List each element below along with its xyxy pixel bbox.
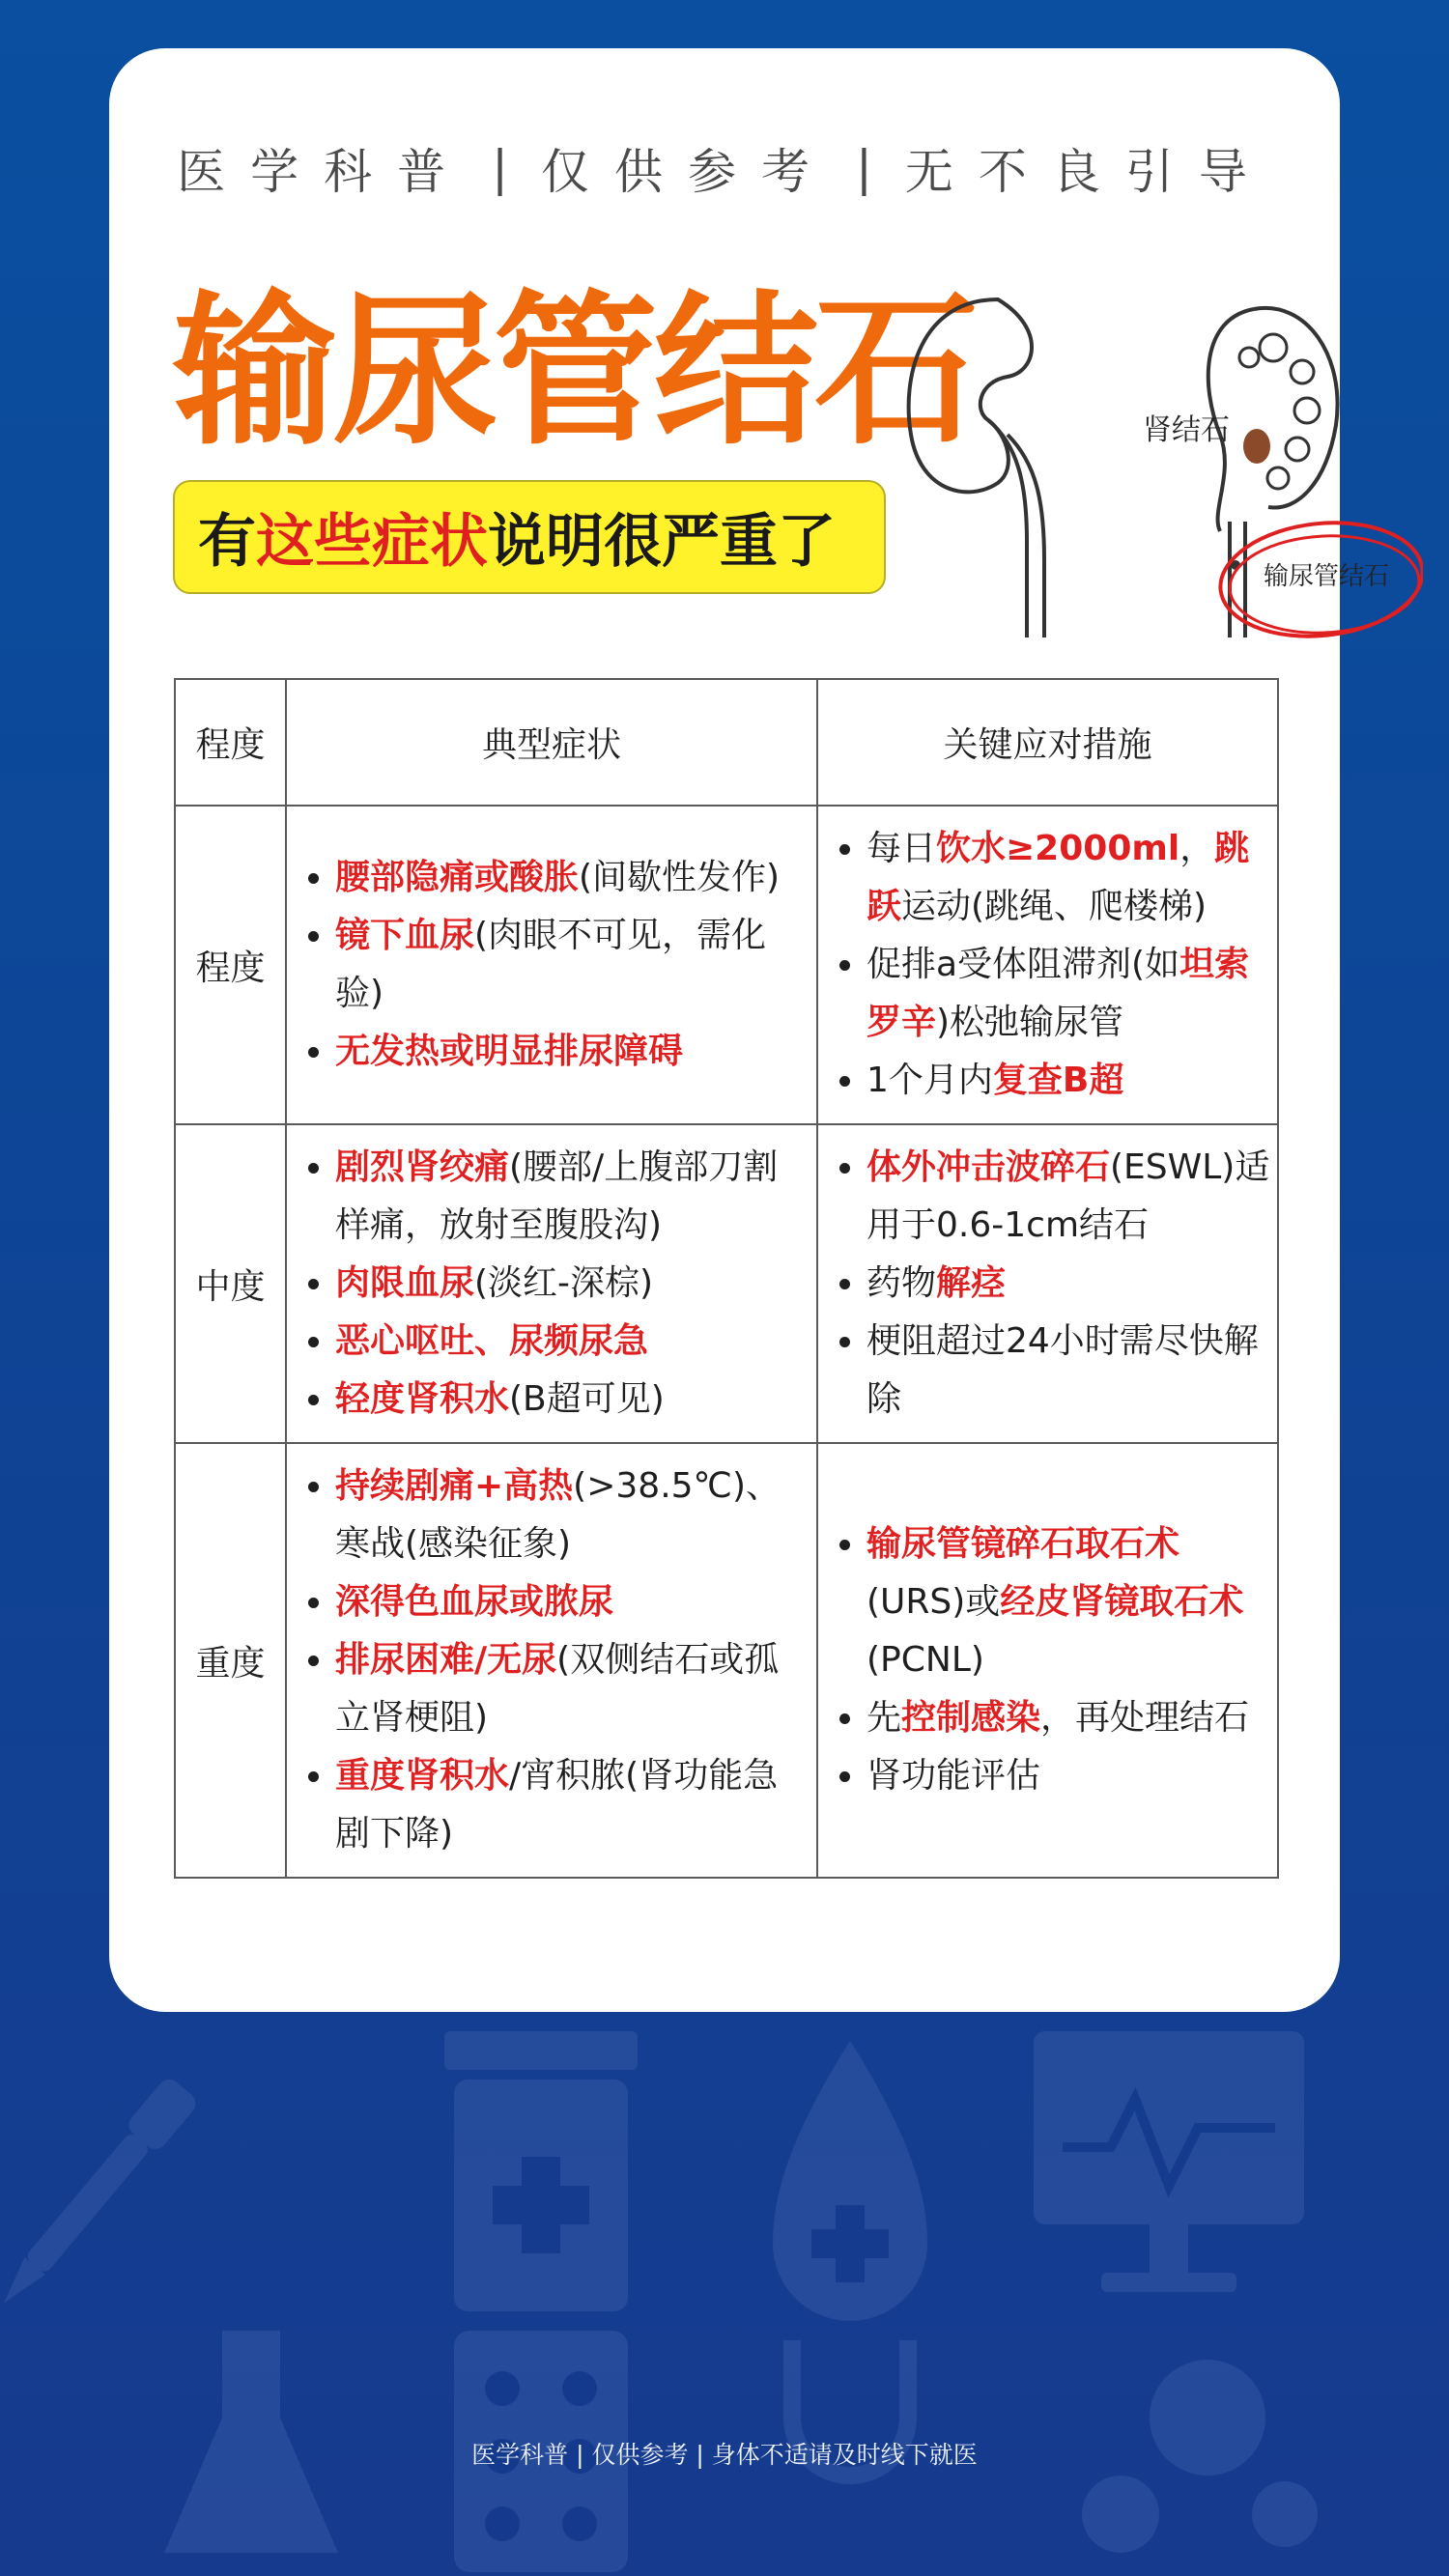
tagline-item: 无不良引导 <box>904 144 1272 200</box>
subtitle-part: 说明很严重了 <box>488 508 836 576</box>
highlight-text: 输尿管镜碎石取石术 <box>867 1524 1180 1564</box>
highlight-text: 排尿困难/无尿 <box>335 1640 557 1680</box>
body-text: (淡红-深棕) <box>474 1263 654 1303</box>
highlight-text: 持续剧痛+高热 <box>335 1466 574 1506</box>
symptoms-cell <box>286 1443 817 1878</box>
list-item <box>867 1052 1271 1110</box>
body-text: (>38.5℃)、寒战(感染征象) <box>335 1466 781 1564</box>
monitor-icon <box>1034 2031 1304 2292</box>
col-header-measures: 关键应对措施 <box>817 679 1278 806</box>
page-title: 输尿管结石 <box>173 276 976 467</box>
body-text: 运动(跳绳、爬楼梯) <box>901 887 1208 926</box>
subtitle-banner <box>173 480 886 594</box>
list-item <box>867 1515 1271 1689</box>
list-item <box>335 1371 810 1429</box>
body-text: (PCNL) <box>867 1640 984 1680</box>
tagline-separator: | <box>856 140 872 196</box>
table-row <box>175 1443 1278 1878</box>
body-text: 促排a受体阻滞剂(如 <box>867 945 1180 984</box>
body-text: (肉眼不可见，需化验) <box>335 916 767 1013</box>
measures-cell <box>817 1124 1278 1443</box>
highlight-text: 剧烈肾绞痛 <box>335 1147 510 1187</box>
highlight-text: 坦索罗辛 <box>867 945 1250 1042</box>
kidney-illustration <box>882 290 1423 657</box>
body-text: 梗阻超过24小时需尽快解除 <box>867 1321 1259 1419</box>
severity-level: 中度 <box>175 1124 286 1443</box>
table-row <box>175 1124 1278 1443</box>
list-item <box>867 1689 1271 1747</box>
symptoms-cell <box>286 806 817 1124</box>
highlight-text: 体外冲击波碎石 <box>867 1147 1111 1187</box>
body-text: (腰部/上腹部刀割样痛，放射至腹股沟) <box>335 1147 779 1245</box>
col-header-level: 程度 <box>175 679 286 806</box>
tagline-item: 仅供参考 <box>541 144 835 200</box>
tagline-separator: | <box>492 140 508 196</box>
background-medical-icons <box>0 2012 1449 2576</box>
list-item <box>335 1139 810 1255</box>
highlight-text: 重度肾积水 <box>335 1756 510 1796</box>
symptoms-cell <box>286 1124 817 1443</box>
list-item <box>335 1631 810 1747</box>
body-text: (双侧结石或孤立肾梗阻) <box>335 1640 780 1738</box>
label-ureter-stone: 输尿管结石 <box>1264 562 1390 591</box>
severity-level: 重度 <box>175 1443 286 1878</box>
highlight-text: 解痉 <box>936 1263 1007 1303</box>
body-text: 肾功能评估 <box>867 1756 1041 1796</box>
body-text: 1个月内 <box>867 1061 993 1100</box>
body-text: /宵积脓(肾功能急剧下降) <box>335 1756 779 1854</box>
body-text: (ESWL)适用于0.6-1cm结石 <box>867 1147 1270 1245</box>
measures-cell <box>817 806 1278 1124</box>
subtitle-part: 有 <box>198 508 256 576</box>
body-text: (间歇性发作) <box>579 858 781 897</box>
list-item <box>335 1313 810 1371</box>
body-text: )松弛输尿管 <box>936 1003 1124 1042</box>
list-item <box>867 1313 1271 1429</box>
subtitle-highlight: 这些症状 <box>256 508 488 576</box>
list-item <box>867 1255 1271 1313</box>
body-text: 先 <box>867 1698 902 1738</box>
list-item <box>867 936 1271 1052</box>
list-item <box>867 820 1271 936</box>
severity-level: 程度 <box>175 806 286 1124</box>
body-text: (URS)或 <box>867 1582 1001 1622</box>
body-text: ， <box>1179 829 1215 868</box>
highlight-text: 复查B超 <box>992 1061 1124 1100</box>
highlight-text: 轻度肾积水 <box>335 1379 510 1419</box>
list-item <box>335 1255 810 1313</box>
body-text: 每日 <box>867 829 937 868</box>
col-header-symptoms: 典型症状 <box>286 679 817 806</box>
list-item <box>335 1573 810 1631</box>
highlight-text: 控制感染 <box>901 1698 1041 1738</box>
highlight-text: 无发热或明显排尿障碍 <box>335 1032 684 1071</box>
list-item <box>867 1139 1271 1255</box>
highlight-text: 经皮肾镜取石术 <box>1000 1582 1244 1622</box>
body-text: ，再处理结石 <box>1040 1698 1250 1738</box>
highlight-text: 腰部隐痛或酸胀 <box>335 858 580 897</box>
list-item <box>867 1747 1271 1805</box>
body-text: 药物 <box>867 1263 937 1303</box>
list-item <box>335 907 810 1023</box>
list-item <box>335 1458 810 1573</box>
main-card <box>109 48 1390 2012</box>
highlight-text: 跳跃 <box>867 829 1250 926</box>
body-text: (B超可见) <box>509 1379 665 1419</box>
highlight-text: 镜下血尿 <box>335 916 475 955</box>
highlight-text: 深得色血尿或脓尿 <box>335 1582 614 1622</box>
highlight-text: 肉限血尿 <box>335 1263 475 1303</box>
table-row <box>175 806 1278 1124</box>
measures-cell <box>817 1443 1278 1878</box>
highlight-text: 恶心呕吐、尿频尿急 <box>335 1321 649 1361</box>
list-item <box>335 1023 810 1081</box>
tagline-item: 医学科普 <box>177 144 471 200</box>
symptoms-table <box>174 678 1279 1879</box>
footer-note: 医学科普 | 仅供参考 | 身体不适请及时线下就医 <box>471 2441 978 2469</box>
dropper-icon <box>0 2075 200 2316</box>
list-item <box>335 1747 810 1863</box>
list-item <box>335 849 810 907</box>
label-kidney-stone: 肾结石 <box>1143 413 1230 447</box>
highlight-text: 饮水≥2000ml <box>936 829 1180 868</box>
header-tagline <box>109 133 1340 203</box>
